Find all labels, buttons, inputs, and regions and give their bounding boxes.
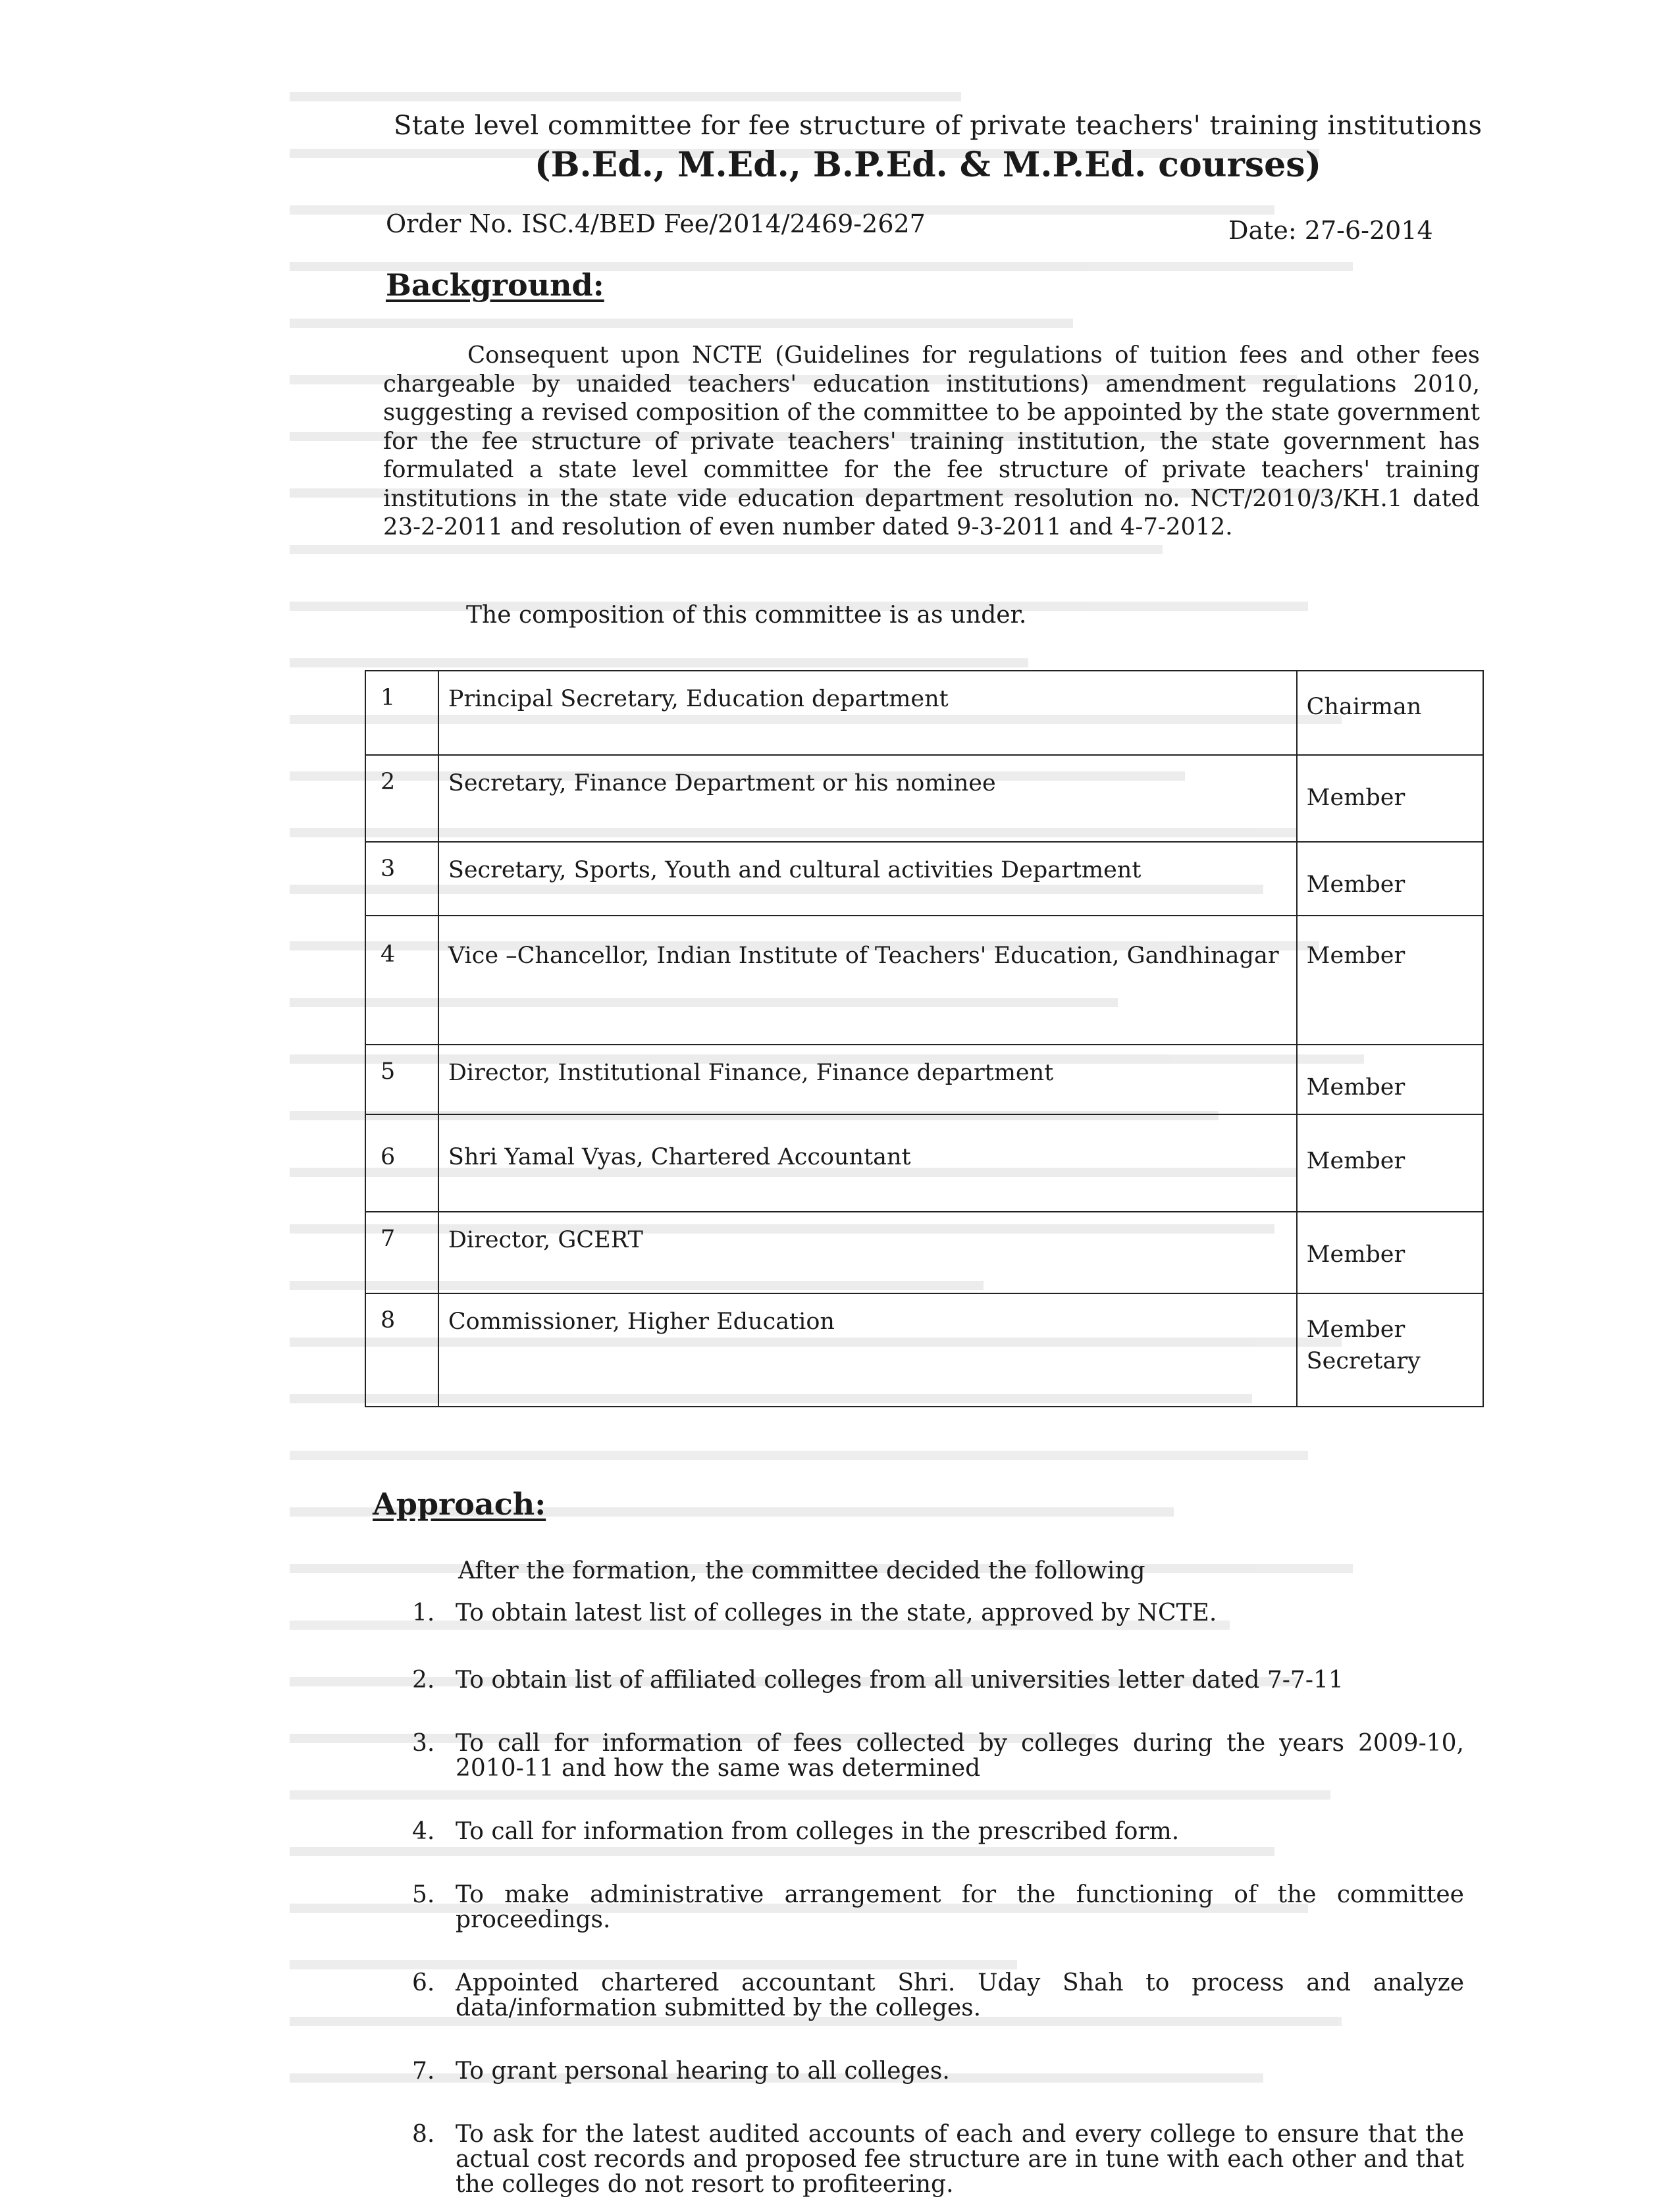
step-number: 5.	[412, 1881, 435, 1908]
step-text: To call for information from colleges in the prescribed form.	[456, 1818, 1180, 1845]
step-text: To obtain latest list of colleges in the state, approved by NCTE.	[456, 1599, 1217, 1626]
table-row	[365, 1212, 1483, 1293]
list-item	[406, 1601, 1464, 1626]
member-role: Member	[1297, 1114, 1483, 1212]
approach-heading: Approach:	[373, 1486, 546, 1522]
row-number: 8	[365, 1293, 438, 1407]
step-text: To grant personal hearing to all colleges.	[456, 2058, 950, 2085]
background-heading: Background:	[386, 267, 604, 303]
step-text: To obtain list of affiliated colleges from all universities letter dated 7-7-11	[456, 1667, 1344, 1694]
list-item	[406, 1668, 1464, 1693]
member-designation: Shri Yamal Vyas, Chartered Accountant	[438, 1114, 1297, 1212]
table-row	[365, 671, 1483, 755]
courses-title: (B.Ed., M.Ed., B.P.Ed. & M.P.Ed. courses)	[535, 145, 1322, 185]
list-item	[406, 1971, 1464, 2021]
member-designation: Secretary, Sports, Youth and cultural activities Department	[438, 842, 1297, 916]
member-role: Member	[1297, 916, 1483, 1045]
list-item	[406, 1731, 1464, 1781]
list-item	[406, 1883, 1464, 1933]
step-text: Appointed chartered accountant Shri. Uday Shah to process and analyze data/information submitted by the colleges.	[456, 1969, 1464, 2021]
list-item	[406, 2122, 1464, 2197]
committee-table	[365, 670, 1484, 1407]
composition-intro: The composition of this committee is as under.	[466, 602, 1027, 629]
order-date: Date: 27-6-2014	[1228, 216, 1433, 245]
step-text: To call for information of fees collected by colleges during the years 2009-10, 2010-11 and how the same was determined	[456, 1730, 1464, 1782]
committee-title: State level committee for fee structure of private teachers' training institutions	[394, 111, 1483, 141]
step-number: 6.	[412, 1969, 435, 1996]
member-role: Chairman	[1297, 671, 1483, 755]
approach-steps	[406, 1601, 1464, 2197]
table-row	[365, 1293, 1483, 1407]
list-item	[406, 2059, 1464, 2084]
step-number: 3.	[412, 1730, 435, 1757]
row-number: 3	[365, 842, 438, 916]
member-role: Member	[1297, 755, 1483, 842]
row-number: 4	[365, 916, 438, 1045]
table-row	[365, 842, 1483, 916]
row-number: 7	[365, 1212, 438, 1293]
member-role: Member	[1297, 1045, 1483, 1114]
step-number: 1.	[412, 1599, 435, 1626]
member-designation: Secretary, Finance Department or his nominee	[438, 755, 1297, 842]
member-role: Member	[1297, 1212, 1483, 1293]
row-number: 1	[365, 671, 438, 755]
step-number: 2.	[412, 1667, 435, 1694]
row-number: 5	[365, 1045, 438, 1114]
step-number: 4.	[412, 1818, 435, 1845]
order-number: Order No. ISC.4/BED Fee/2014/2469-2627	[386, 209, 926, 238]
member-designation: Director, GCERT	[438, 1212, 1297, 1293]
approach-intro: After the formation, the committee decided the following	[458, 1557, 1145, 1584]
background-paragraph: Consequent upon NCTE (Guidelines for regulations of tuition fees and other fees chargeable by unaided teachers' education institutions) amendment regulations 2010, suggesting a revised composition of the committee to be appointed by the state government for the fee structure of private teachers' training institution, the state government has formulated a state level committee for the fee structure of private teachers' training institutions in the state vide education department resolution no. NCT/2010/3/KH.1 dated 23-2-2011 and resolution of even number dated 9-3-2011 and 4-7-2012.	[383, 342, 1480, 540]
table-row	[365, 755, 1483, 842]
step-text: To make administrative arrangement for the functioning of the committee proceedings.	[456, 1881, 1464, 1933]
member-designation: Principal Secretary, Education department	[438, 671, 1297, 755]
member-designation: Director, Institutional Finance, Finance department	[438, 1045, 1297, 1114]
table-row	[365, 1045, 1483, 1114]
table-row	[365, 1114, 1483, 1212]
row-number: 2	[365, 755, 438, 842]
row-number: 6	[365, 1114, 438, 1212]
step-number: 8.	[412, 2121, 435, 2148]
member-designation: Vice –Chancellor, Indian Institute of Teachers' Education, Gandhinagar	[438, 916, 1297, 1045]
step-number: 7.	[412, 2058, 435, 2085]
table-row	[365, 916, 1483, 1045]
step-text: To ask for the latest audited accounts of each and every college to ensure that the actual cost records and proposed fee structure are in tune with each other and that the colleges do not resort to profiteering.	[456, 2121, 1464, 2198]
member-role: Member Secretary	[1297, 1293, 1483, 1407]
member-role: Member	[1297, 842, 1483, 916]
list-item	[406, 1819, 1464, 1844]
member-designation: Commissioner, Higher Education	[438, 1293, 1297, 1407]
